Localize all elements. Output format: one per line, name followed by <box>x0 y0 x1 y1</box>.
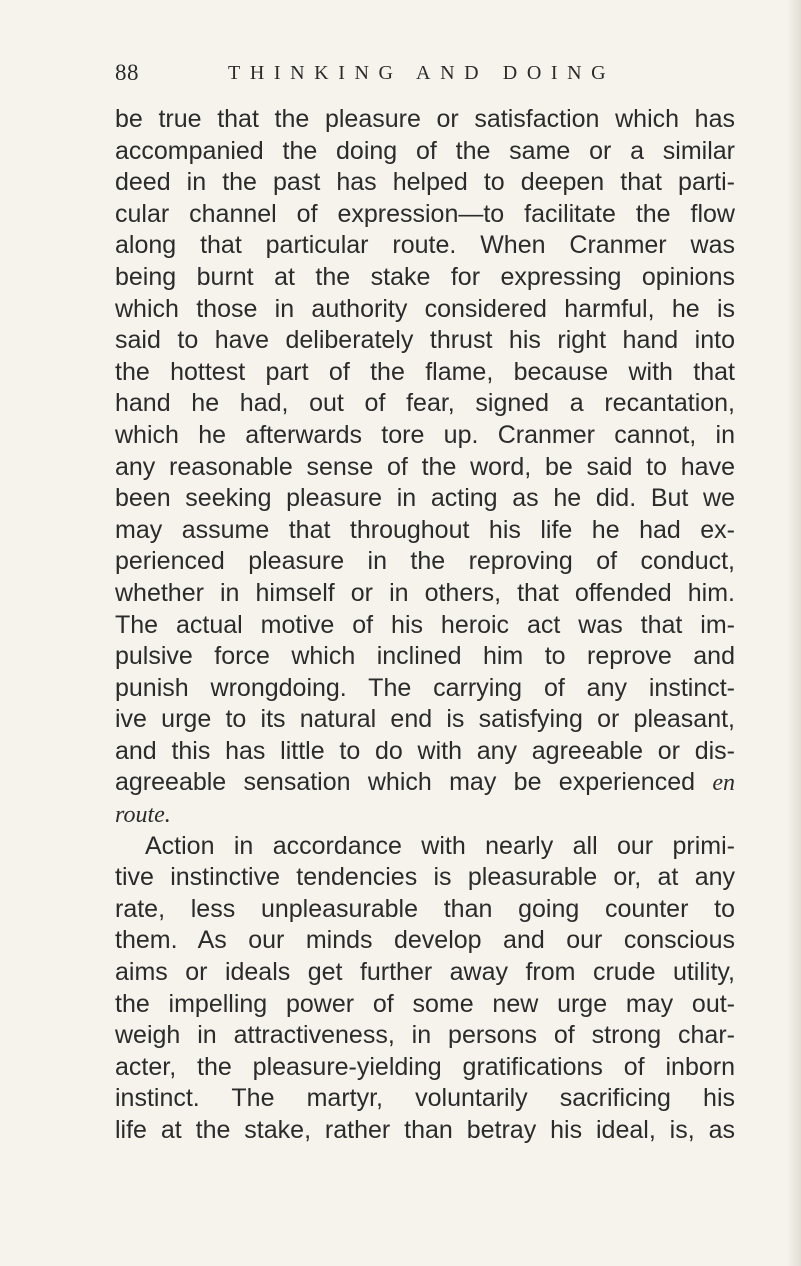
text-line: life at the stake, rather than betray his ideal, is, as <box>115 1116 735 1144</box>
text-line: ive urge to its natural end is satisfying or pleasant, <box>115 705 735 734</box>
text-line: rate, less unpleasurable than going counter to <box>115 894 735 923</box>
text-line: the impelling power of some new urge may out- <box>115 989 735 1018</box>
text-line: whether in himself or in others, that offended him. <box>115 578 735 607</box>
text-line: which those in authority considered harmful, he is <box>115 294 735 323</box>
text-line <box>115 799 735 831</box>
text-line-main: agreeable sensation which may be experienced <box>115 768 696 797</box>
italic-phrase: en <box>712 770 735 797</box>
text-line: cular channel of expression—to facilitate the flow <box>115 199 735 228</box>
text-line: aims or ideals get further away from crude utility, <box>115 958 735 987</box>
running-head: THINKING AND DOING <box>228 62 616 84</box>
text-line: accompanied the doing of the same or a similar <box>115 136 735 165</box>
text-line: be true that the pleasure or satisfaction which has <box>115 105 735 133</box>
page-number: 88 <box>115 60 139 85</box>
text-line: which he afterwards tore up. Cranmer cannot, in <box>115 420 735 449</box>
text-line: perienced pleasure in the reproving of conduct, <box>115 547 735 576</box>
text-line: may assume that throughout his life he had ex- <box>115 515 735 544</box>
text-line: tive instinctive tendencies is pleasurable or, at any <box>115 863 735 892</box>
text-line: them. As our minds develop and our conscious <box>115 926 735 955</box>
text-line <box>115 767 735 799</box>
text-line: been seeking pleasure in acting as he did. But we <box>115 484 735 513</box>
text-line: along that particular route. When Cranmer was <box>115 231 735 260</box>
text-line: instinct. The martyr, voluntarily sacrificing his <box>115 1084 735 1113</box>
body-text <box>115 104 735 1147</box>
text-line: being burnt at the stake for expressing opinions <box>115 262 735 291</box>
italic-phrase: route. <box>115 802 171 829</box>
text-line: said to have deliberately thrust his right hand into <box>115 326 735 355</box>
text-line: The actual motive of his heroic act was that im- <box>115 610 735 639</box>
text-line: deed in the past has helped to deepen that parti- <box>115 168 735 197</box>
text-line: hand he had, out of fear, signed a recantation, <box>115 389 735 418</box>
text-line: weigh in attractiveness, in persons of strong char- <box>115 1021 735 1050</box>
page-header <box>115 60 715 90</box>
text-line: the hottest part of the flame, because with that <box>115 357 735 386</box>
paragraph-first-line: Action in accordance with nearly all our primi- <box>145 831 735 860</box>
page-edge-shadow <box>787 0 801 1266</box>
text-line: acter, the pleasure-yielding gratifications of inborn <box>115 1052 735 1081</box>
text-line: punish wrongdoing. The carrying of any instinct- <box>115 673 735 702</box>
text-line: and this has little to do with any agreeable or dis- <box>115 736 735 765</box>
text-line: any reasonable sense of the word, be said to have <box>115 452 735 481</box>
text-line: pulsive force which inclined him to reprove and <box>115 642 735 671</box>
